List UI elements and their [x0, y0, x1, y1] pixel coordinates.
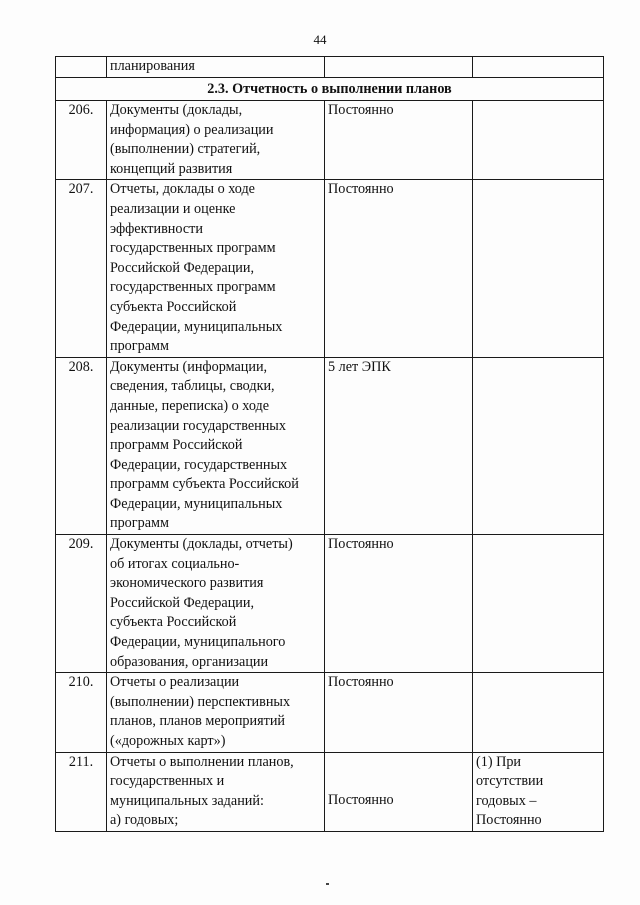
name-line: данные, переписка) о ходе [110, 397, 270, 414]
cell-name: планирования [107, 57, 325, 78]
name-line: («дорожных карт») [110, 733, 226, 749]
note-line: Постоянно [476, 812, 542, 829]
table-row [56, 752, 604, 831]
row-name [107, 180, 325, 357]
row-term: Постоянно [325, 535, 473, 673]
name-line: реализации и оценке [110, 200, 236, 217]
table-row [56, 535, 604, 673]
name-line: (выполнении) стратегий, [110, 141, 261, 158]
section-header-row [56, 78, 604, 101]
row-term [325, 752, 473, 831]
cell-note [473, 57, 604, 78]
name-line: программ [110, 515, 169, 532]
name-line: а) годовых; [110, 812, 179, 829]
row-name [107, 673, 325, 752]
page-number: 44 [313, 32, 327, 47]
name-line: субъекта Российской [110, 614, 237, 631]
name-line: Федерации, государственных [110, 456, 288, 473]
name-line: государственных и [110, 773, 225, 790]
row-number: 207. [56, 180, 107, 357]
name-line: Российской Федерации, [110, 259, 255, 276]
name-line: информация) о реализации [110, 121, 274, 138]
name-line: Отчеты, доклады о ходе [110, 181, 255, 198]
records-table [55, 56, 604, 832]
row-number: 209. [56, 535, 107, 673]
table-row-continued [56, 57, 604, 78]
row-term-text: Постоянно [328, 791, 394, 808]
row-name [107, 357, 325, 534]
name-line: эффективности [110, 220, 203, 237]
name-line: концепций развития [110, 160, 233, 177]
row-number: 208. [56, 357, 107, 534]
name-line: (выполнении) перспективных [110, 693, 291, 710]
row-note [473, 673, 604, 752]
name-line: Отчеты о выполнении планов, [110, 753, 294, 770]
name-line: сведения, таблицы, сводки, [110, 378, 275, 395]
name-line: планов, планов мероприятий [110, 713, 286, 730]
scan-speck [326, 883, 329, 885]
table-row [56, 673, 604, 752]
name-line: Документы (доклады, [110, 102, 243, 118]
name-line: Федерации, муниципальных [110, 318, 283, 335]
name-line: муниципальных заданий: [110, 792, 264, 809]
row-name [107, 535, 325, 673]
name-line: Российской Федерации, [110, 594, 255, 611]
name-line: программ Российской [110, 437, 243, 454]
row-note [473, 357, 604, 534]
note-line: отсутствии [476, 773, 544, 790]
table-row [56, 357, 604, 534]
row-note [473, 752, 604, 831]
cell-num [56, 57, 107, 78]
note-line: (1) При [476, 753, 522, 770]
table-row [56, 180, 604, 357]
name-line: государственных программ [110, 279, 276, 296]
name-line: Отчеты о реализации [110, 674, 240, 691]
row-note [473, 101, 604, 180]
row-number: 206. [56, 101, 107, 180]
name-line: Федерации, муниципальных [110, 495, 283, 512]
row-term: Постоянно [325, 673, 473, 752]
row-name [107, 752, 325, 831]
name-line: образования, организации [110, 653, 269, 670]
row-term: Постоянно [325, 180, 473, 357]
name-line: программ субъекта Российской [110, 476, 299, 493]
row-term: Постоянно [325, 101, 473, 180]
section-title: 2.3. Отчетность о выполнении планов [56, 78, 604, 101]
row-name [107, 101, 325, 180]
name-line: Документы (доклады, отчеты) [110, 536, 293, 553]
name-line: реализации государственных [110, 417, 286, 434]
cell-term [325, 57, 473, 78]
name-line: Документы (информации, [110, 358, 268, 375]
row-number: 211. [56, 752, 107, 831]
note-line: годовых – [476, 792, 537, 809]
name-line: Федерации, муниципального [110, 634, 286, 651]
name-line: государственных программ [110, 240, 276, 257]
row-term: 5 лет ЭПК [325, 357, 473, 534]
row-note [473, 535, 604, 673]
name-line: программ [110, 338, 169, 355]
row-number: 210. [56, 673, 107, 752]
name-line: экономического развития [110, 575, 264, 592]
name-line: субъекта Российской [110, 298, 237, 315]
row-note [473, 180, 604, 357]
table-row [56, 101, 604, 180]
name-line: об итогах социально- [110, 555, 240, 572]
